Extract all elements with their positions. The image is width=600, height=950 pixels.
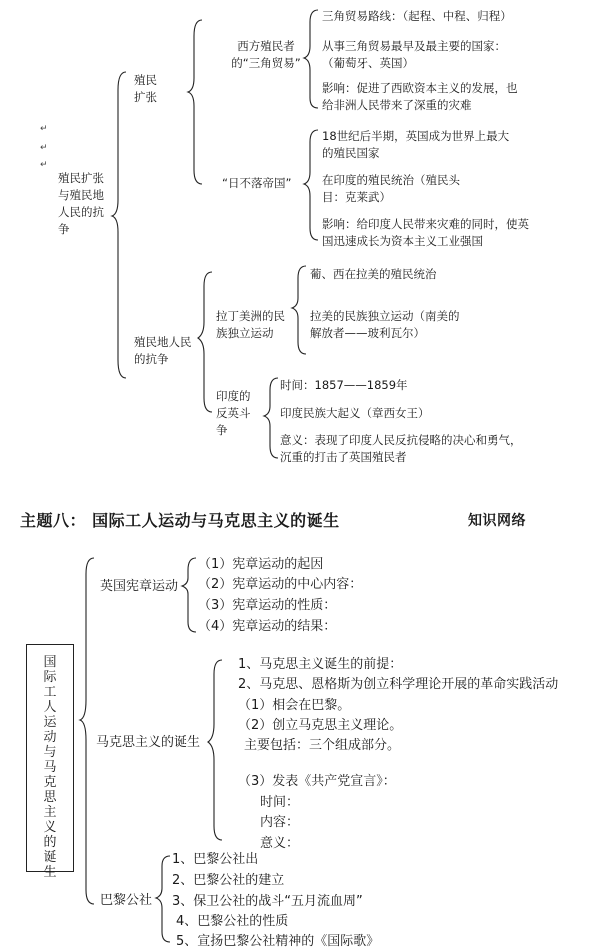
manifesto-meaning: 意义： — [260, 836, 300, 851]
bracket-commune — [156, 856, 170, 942]
bracket-chartism — [182, 558, 196, 632]
commune-item-5: 5、宣扬巴黎公社精神的《国际歌》 — [176, 934, 380, 949]
chartism-item-cause: （1）宪章运动的起因 — [198, 557, 324, 572]
margin-mark: ↵ — [40, 124, 48, 134]
node-struggle: 殖民地人民的抗争 — [134, 335, 192, 366]
node-paris-commune: 巴黎公社 — [100, 893, 153, 908]
node-expansion: 殖民扩张 — [134, 73, 157, 104]
bracket-india — [264, 378, 278, 458]
marxism-item-manifesto: （3）发表《共产党宣言》： — [238, 774, 396, 789]
manifesto-time: 时间： — [260, 795, 300, 810]
latin-item-independence: 拉美的民族独立运动（南美的解放者——玻利瓦尔） — [310, 309, 460, 340]
node-marxism-birth: 马克思主义的诞生 — [96, 735, 201, 750]
marxism-item-practice: 2、马克思、恩格斯为创立科学理论开展的革命实践活动 — [238, 677, 559, 692]
chartism-item-nature: （3）宪章运动的性质： — [198, 598, 337, 613]
knowledge-network-label: 知识网络 — [468, 513, 526, 529]
marxism-item-premise: 1、马克思主义诞生的前提： — [238, 657, 403, 672]
triangle-item-route: 三角贸易路线：（起程、中程、归程） — [322, 9, 512, 23]
root-node-workers-movement: 国际工人运动与马克思主义的诞生 — [43, 655, 57, 880]
commune-item-1: 1、巴黎公社出 — [172, 852, 259, 867]
node-chartism: 英国宪章运动 — [100, 579, 179, 594]
commune-item-4: 4、巴黎公社的性质 — [176, 914, 289, 929]
india-item-meaning: 意义：表现了印度人民反抗侵略的决心和勇气，沉重的打击了英国殖民者 — [280, 433, 522, 464]
marxism-item-components: 主要包括：三个组成部分。 — [244, 738, 401, 753]
bracket-latin — [292, 266, 306, 354]
latin-item-rule: 葡、西在拉美的殖民统治 — [310, 267, 437, 281]
marxism-item-paris-meet: （1）相会在巴黎。 — [238, 698, 351, 713]
bracket-root-2 — [80, 558, 94, 904]
bracket-expansion — [188, 20, 202, 184]
chartism-item-result: （4）宪章运动的结果： — [198, 619, 337, 634]
bracket-marxism — [208, 660, 222, 840]
bracket-triangle — [304, 10, 318, 108]
margin-mark: ↵ — [40, 160, 48, 170]
manifesto-content: 内容： — [260, 815, 300, 830]
node-triangle-trade: 西方殖民者的“三角贸易” — [231, 39, 301, 70]
triangle-item-impact: 影响：促进了西欧资本主义的发展，也给非洲人民带来了深重的灾难 — [322, 81, 518, 112]
chartism-item-content: （2）宪章运动的中心内容： — [198, 577, 363, 592]
bracket-root — [112, 72, 126, 378]
margin-mark: ↵ — [40, 143, 48, 153]
empire-item-largest: 18世纪后半期，英国成为世界上最大的殖民国家 — [322, 129, 510, 160]
node-india-struggle: 印度的反英斗争 — [216, 389, 251, 437]
section-title: 主题八： 国际工人运动与马克思主义的诞生 — [20, 511, 340, 530]
root-box-marxism — [26, 644, 74, 880]
triangle-item-countries: 从事三角贸易最早及最主要的国家：（葡萄牙、英国） — [322, 39, 506, 70]
india-item-time: 时间：1857——1859年 — [280, 378, 408, 392]
empire-item-india: 在印度的殖民统治（殖民头目：克莱武） — [322, 173, 460, 204]
node-empire: “日不落帝国” — [222, 176, 292, 190]
commune-item-2: 2、巴黎公社的建立 — [172, 873, 285, 888]
bracket-struggle — [198, 272, 212, 412]
commune-item-3: 3、保卫公社的战斗“五月流血周” — [172, 894, 363, 909]
india-item-uprising: 印度民族大起义（章西女王） — [280, 406, 430, 420]
empire-item-impact: 影响：给印度人民带来灾难的同时，使英国迅速成长为资本主义工业强国 — [322, 217, 529, 248]
root-node-colonial: 殖民扩张与殖民地人民的抗争 — [58, 171, 104, 236]
bracket-empire — [304, 130, 318, 240]
node-latin-america: 拉丁美洲的民族独立运动 — [216, 309, 285, 340]
marxism-item-theory: （2）创立马克思主义理论。 — [238, 718, 403, 733]
